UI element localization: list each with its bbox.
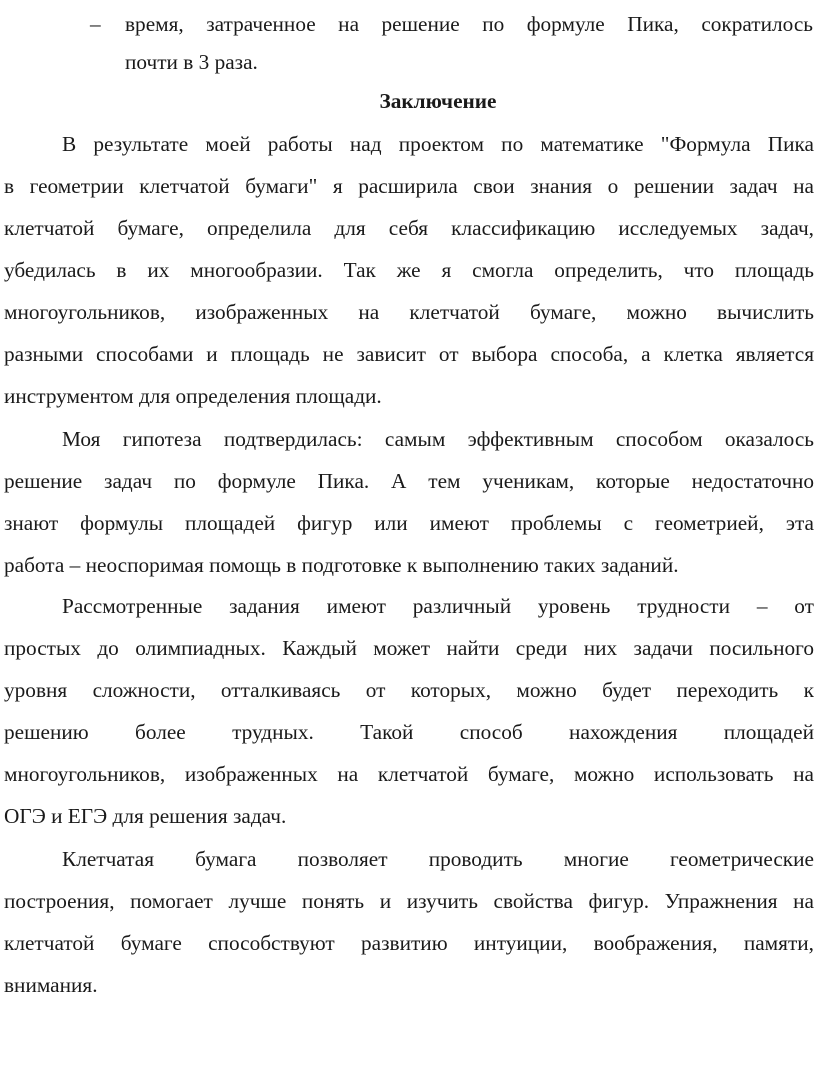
text-line: внимания. bbox=[4, 973, 98, 997]
text-line: убедилась в их многообразии. Так же я смогла определить, что площадь bbox=[4, 258, 814, 282]
text-line: в геометрии клетчатой бумаги" я расширила свои знания о решении задач на bbox=[4, 174, 814, 198]
text-line: Рассмотренные задания имеют различный уровень трудности – от bbox=[62, 594, 814, 618]
text-line: решение задач по формуле Пика. А тем ученикам, которые недостаточно bbox=[4, 469, 814, 493]
text-line: работа – неоспоримая помощь в подготовке к выполнению таких заданий. bbox=[4, 553, 679, 577]
bullet-dash: – bbox=[90, 12, 101, 36]
bullet-text-line: почти в 3 раза. bbox=[125, 50, 258, 74]
section-heading: Заключение bbox=[379, 89, 497, 113]
bullet-list-item bbox=[0, 3, 816, 73]
text-line: Клетчатая бумага позволяет проводить многие геометрические bbox=[62, 847, 814, 871]
text-line: инструментом для определения площади. bbox=[4, 384, 382, 408]
text-line: Моя гипотеза подтвердилась: самым эффективным способом оказалось bbox=[62, 427, 814, 451]
text-line: построения, помогает лучше понять и изучить свойства фигур. Упражнения на bbox=[4, 889, 814, 913]
text-line: клетчатой бумаге способствуют развитию интуиции, воображения, памяти, bbox=[4, 931, 814, 955]
text-line: клетчатой бумаге, определила для себя классификацию исследуемых задач, bbox=[4, 216, 814, 240]
paragraph bbox=[4, 585, 814, 837]
text-line: многоугольников, изображенных на клетчатой бумаге, можно использовать на bbox=[4, 762, 814, 786]
paragraph bbox=[4, 418, 814, 586]
text-line: простых до олимпиадных. Каждый может найти среди них задачи посильного bbox=[4, 636, 814, 660]
paragraph bbox=[4, 123, 814, 417]
paragraph bbox=[4, 838, 814, 1006]
text-line: уровня сложности, отталкиваясь от которых, можно будет переходить к bbox=[4, 678, 814, 702]
bullet-text-line: время, затраченное на решение по формуле Пика, сократилось bbox=[125, 12, 813, 36]
text-line: ОГЭ и ЕГЭ для решения задач. bbox=[4, 804, 287, 828]
text-line: знают формулы площадей фигур или имеют проблемы с геометрией, эта bbox=[4, 511, 814, 535]
text-line: решению более трудных. Такой способ нахождения площадей bbox=[4, 720, 814, 744]
text-line: В результате моей работы над проектом по математике "Формула Пика bbox=[62, 132, 814, 156]
text-line: разными способами и площадь не зависит от выбора способа, а клетка является bbox=[4, 342, 814, 366]
text-line: многоугольников, изображенных на клетчатой бумаге, можно вычислить bbox=[4, 300, 814, 324]
